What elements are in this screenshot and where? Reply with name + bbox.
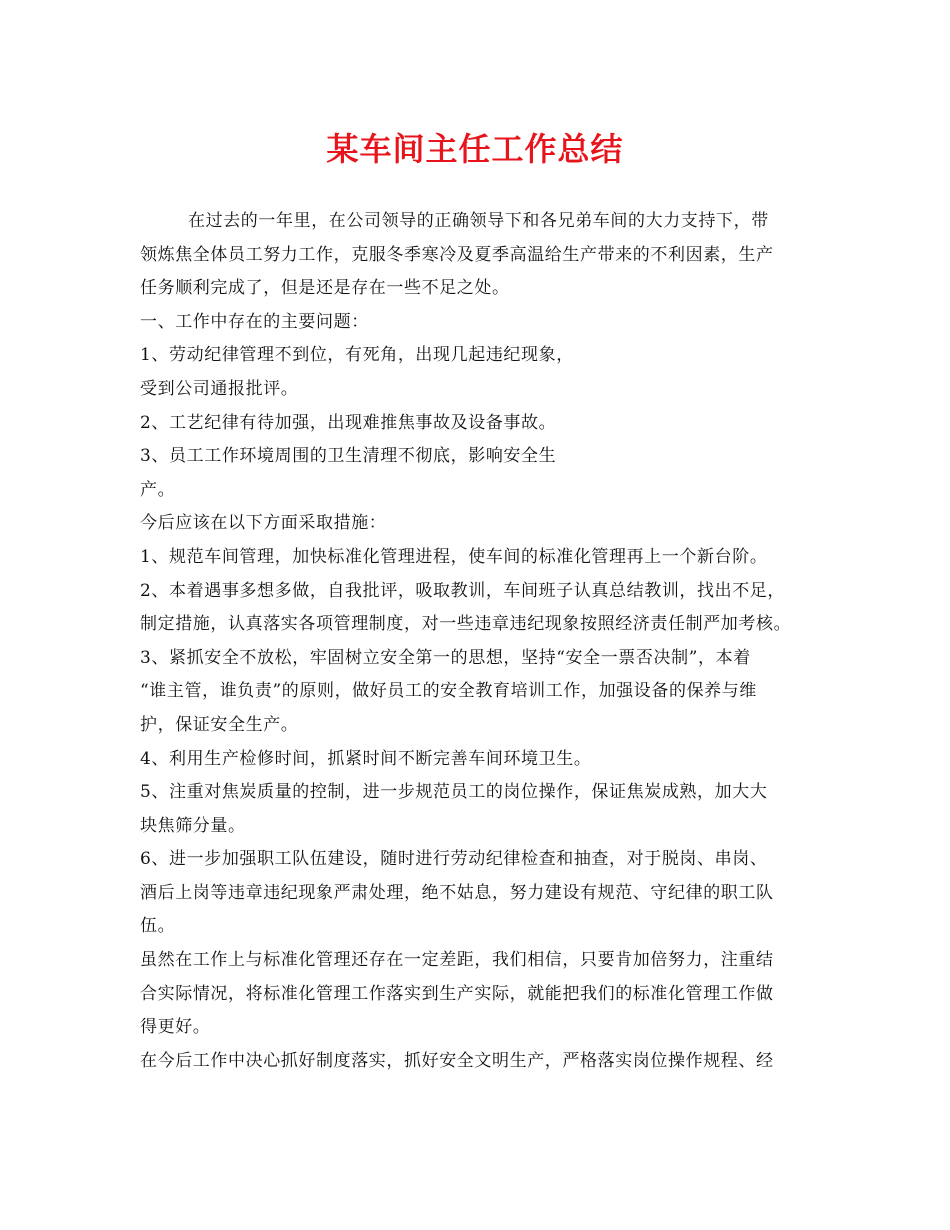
list-item-line: 1、劳动纪律管理不到位，有死角，出现几起违纪现象， [140, 345, 574, 366]
list-item-line: 伍。 [140, 916, 176, 937]
paragraph-line: 领炼焦全体员工努力工作，克服冬季寒冷及夏季高温给生产带来的不利因素，生产 [140, 244, 774, 265]
section-heading: 一、工作中存在的主要问题： [140, 311, 369, 332]
paragraph-line: 得更好。 [140, 1017, 211, 1038]
paragraph-line: 虽然在工作上与标准化管理还存在一定差距，我们相信，只要肯加倍努力，注重结 [140, 950, 774, 971]
paragraph-line: 合实际情况，将标准化管理工作落实到生产实际，就能把我们的标准化管理工作做 [140, 983, 774, 1004]
paragraph-line: 任务顺利完成了，但是还是存在一些不足之处。 [140, 278, 510, 299]
document-body [140, 205, 830, 1078]
section-heading: 今后应该在以下方面采取措施： [140, 513, 387, 534]
list-item-line: 块焦筛分量。 [140, 815, 246, 836]
list-item-line: 制定措施，认真落实各项管理制度，对一些违章违纪现象按照经济责任制严加考核。 [140, 614, 792, 635]
list-item-line: “谁主管，谁负责”的原则，做好员工的安全教育培训工作，加强设备的保养与维 [140, 681, 757, 702]
paragraph-line: 在今后工作中决心抓好制度落实，抓好安全文明生产，严格落实岗位操作规程、经 [140, 1050, 774, 1071]
list-item-line: 4、利用生产检修时间，抓紧时间不断完善车间环境卫生。 [140, 748, 592, 769]
list-item-line: 2、工艺纪律有待加强，出现难推焦事故及设备事故。 [140, 412, 557, 433]
list-item-line: 受到公司通报批评。 [140, 378, 299, 399]
list-item-line: 6、进一步加强职工队伍建设，随时进行劳动纪律检查和抽查，对于脱岗、串岗、 [140, 849, 768, 870]
list-item-line: 酒后上岗等违章违纪现象严肃处理，绝不姑息，努力建设有规范、守纪律的职工队 [140, 882, 774, 903]
list-item-line: 3、员工工作环境周围的卫生清理不彻底，影响安全生 [140, 446, 557, 467]
list-item-line: 5、注重对焦炭质量的控制，进一步规范员工的岗位操作，保证焦炭成熟，加大大 [140, 782, 768, 803]
list-item-line: 1、规范车间管理，加快标准化管理进程，使车间的标准化管理再上一个新台阶。 [140, 546, 768, 567]
list-item-line: 护，保证安全生产。 [140, 714, 299, 735]
paragraph-line: 在过去的一年里，在公司领导的正确领导下和各兄弟车间的大力支持下，带 [188, 211, 769, 231]
list-item-line: 产。 [140, 479, 176, 500]
document-title: 某车间主任工作总结 [326, 130, 624, 168]
list-item-line: 3、紧抓安全不放松，牢固树立安全第一的思想，坚持“安全一票否决制”，本着 [140, 647, 751, 668]
list-item-line: 2、本着遇事多想多做，自我批评，吸取教训，车间班子认真总结教训，找出不足， [140, 580, 786, 601]
